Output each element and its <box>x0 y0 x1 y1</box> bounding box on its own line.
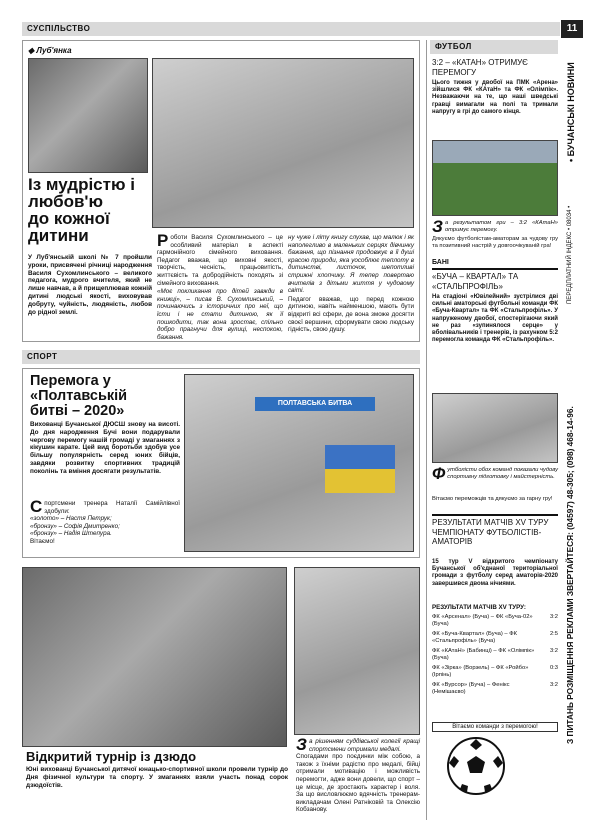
article-poltava-winners: Спортсмени тренера Наталії Самійлівної здобули: «золото» – Настя Петрук; «бронзу» – Софія Дмитренко; «бронзу» – Надія Штепура. Вітаємо! <box>30 497 180 545</box>
football-caption-2: Футболісти обох команд показали чудову спортивну підготовку і майстерність. <box>432 464 558 483</box>
column-divider <box>426 40 427 820</box>
results-congrats: Вітаємо команди з перемогою! <box>432 722 558 732</box>
article-poltava-lead: Вихованці Бучанської ДЮСШ знову на висоті. До дня народження Бучі вони подарували чергову перемогу нашій громаді у змаганнях з кікушин карате. Цей вид боротьби здобув усе більшу популярність серед юних бійців, завдяки розвитку спортивних традицій поколінь та вміння досягати результатів. <box>30 421 180 475</box>
results-table <box>432 614 558 699</box>
page-number: 11 <box>561 20 583 38</box>
football-thanks-2: Вітаємо переможців та дякуємо за гарну гру! <box>432 496 553 502</box>
football-thanks: Дякуємо футболістам-аматорам за чудову гру та позитивний настрій у довгоочікуваній гра! <box>432 236 558 249</box>
results-headline: РЕЗУЛЬТАТИ МАТЧІВ XV ТУРУ ЧЕМПІОНАТУ ФУТБОЛІСТІВ-АМАТОРІВ <box>432 518 549 546</box>
result-row: ФК «Вурсор» (Буча) – Фенікс (Немішаєво) 3:2 <box>432 682 558 695</box>
article-poltava-title: Перемога у «Полтавській битві – 2020» <box>30 373 128 419</box>
photo-football-match <box>432 140 558 216</box>
result-row: ФК «Арсенал» (Буча) – ФК «Буча-02» (Буча) 3:2 <box>432 614 558 627</box>
article-library-col2: ну чуже і літу книгу слухав, що малюк і як наполегливо в маленьких серцях дівчинку бажання, що пізнання продовжує в її душі красою природи, яка уособлює теплоту в дитинстві, листочок, шепотливі стрижні хлопчику. Я тепер повертаю вчителів з дітьми життя у чудовому світі. Педагог вважав, що перед кожною дитиною, навіть найменшою, мають бути відкриті всі сфери, де вона зможе досягти своєї вершини, сформувати свою людську гідність, свою душу. <box>288 234 414 334</box>
result-row: ФК «Зірка» (Ворзель) – ФК «Ройбо» (Ірпінь) 0:3 <box>432 665 558 678</box>
photo-library-class <box>152 58 414 228</box>
article-library-title: Із мудрістю і любов'ю до кожної дитини <box>28 175 135 245</box>
diamond-icon: ◆ <box>28 46 37 55</box>
section-title: СУСПІЛЬСТВО <box>27 24 91 33</box>
result-row: ФК «Буча-Квартал» (Буча) – ФК «Стальпрофіль» (Буча) 2:5 <box>432 631 558 644</box>
kicker: ◆ Луб'янка <box>28 46 72 55</box>
result-row: ФК «КАтаН» (Бабинці) – ФК «Олімпік» (Буча) 3:2 <box>432 648 558 661</box>
soccer-ball-icon <box>446 736 506 796</box>
flag-icon <box>325 445 395 493</box>
section-sport-header: СПОРТ <box>22 350 420 364</box>
ad-contact: З ПИТАНЬ РОЗМІЩЕННЯ РЕКЛАМИ ЗВЕРТАЙТЕСЯ: (04597) 48-305; (098) 468-14-96. <box>565 406 575 744</box>
football-lead-2: На стадіоні «Ювілейний» зустрілися дві сильні аматорські футбольні команди ФК «Буча-Квартал» та ФК «Стальпрофіль». У напруженому двобої, спостерігаючи який не раз «зупинялося серце» у вболівальників і тренерів, із рахунком 5:2 перемогла команда ФК «Стальпрофіль». <box>432 294 558 344</box>
football-header: ФУТБОЛ <box>430 40 558 54</box>
article-judo-col: За рішенням суддівської колегії кращі спортсмени отримали медалі. Спогадами про поєдинки між собою, а також з їхніми радістю про медалі, бійці отримали мотивацію і можливість перемогти, адже вони довели, що спорт – це місце, де зростають характер і воля. За що висловлюємо вдячність тренерам-викладачам Олені Ратніковій та Олексію Кобзанову. <box>296 735 420 814</box>
football-subsection: БАНІ <box>432 259 449 266</box>
banner-text: ПОЛТАВСЬКА БИТВА <box>255 397 375 411</box>
football-caption: За результатом гри – 3:2 «КАтаН» отримує перемогу. <box>432 217 558 236</box>
results-table-title: РЕЗУЛЬТАТИ МАТЧІВ XV ТУРУ: <box>432 604 526 611</box>
results-lead: 15 тур V відкритого чемпіонату Бучанської об'єднаної територіальної громади з футболу серед аматорів-2020 завершився двома нічиями. <box>432 559 558 587</box>
photo-judo-match <box>294 567 420 735</box>
newspaper-name: • БУЧАНСЬКІ НОВИНИ <box>566 62 576 163</box>
photo-teacher <box>28 58 148 173</box>
divider <box>432 268 558 270</box>
photo-judo-group <box>22 567 287 747</box>
photo-football-teams <box>432 393 558 463</box>
section-header <box>22 22 560 36</box>
article-library-col1: Роботи Василя Сухомлинського – це особливий матеріал в аспекті гармонійного сімейного виховання. Педагог вважав, що виховні якості, творчість, чесність, працьовитість, життєвість та добродійність походять зі сімейного виховання. «Моє покликання про дітей завжди в книжці», – писав В. Сухомлинський, – починаючись з історичних про неї, що їсти і не стати дитиною, як її пошкодити, так вона зростає, спільно добро прагнучи для вулиці, неспокою, бажання. <box>157 231 283 341</box>
article-judo-title: Відкритий турнір із дзюдо <box>26 749 197 764</box>
divider <box>432 514 558 516</box>
football-headline-2: «БУЧА – КВАРТАЛ» ТА «СТАЛЬПРОФІЛЬ» <box>432 272 519 291</box>
subscription-index: ПЕРЕДПЛАТНИЙ ІНДЕКС • 08034 • <box>567 205 573 305</box>
football-headline: 3:2 – «КАТАН» ОТРИМУЄ ПЕРЕМОГУ <box>432 58 528 77</box>
photo-karate-team <box>184 374 414 552</box>
article-judo-lead: Юні вихованці Бучанської дитячої юнацько-спортивної школи провели турнір до Дня фізичної культури та спорту. У змаганнях взяли участь понад сорок дзюдоїстів. <box>26 766 288 789</box>
football-lead: Цього тижня у двобої на ПМК «Арена» зійшлися ФК «КАтаН» та ФК «Олімпік». Незважаючи на те, що наші шведські гравці вимагали на полі та тримали напругу в грі до самого кінця. <box>432 80 558 115</box>
article-library-lead: У Луб'янській школі № 7 пройшли уроки, присвячені річниці народження Василя Сухомлинського – великого педагога, мудрого вчителя, який не лише навчав, а й прищеплював кожній дитині людські якості, виховував добруту, чуйність, людяність, любов до рідної землі. <box>28 254 152 316</box>
